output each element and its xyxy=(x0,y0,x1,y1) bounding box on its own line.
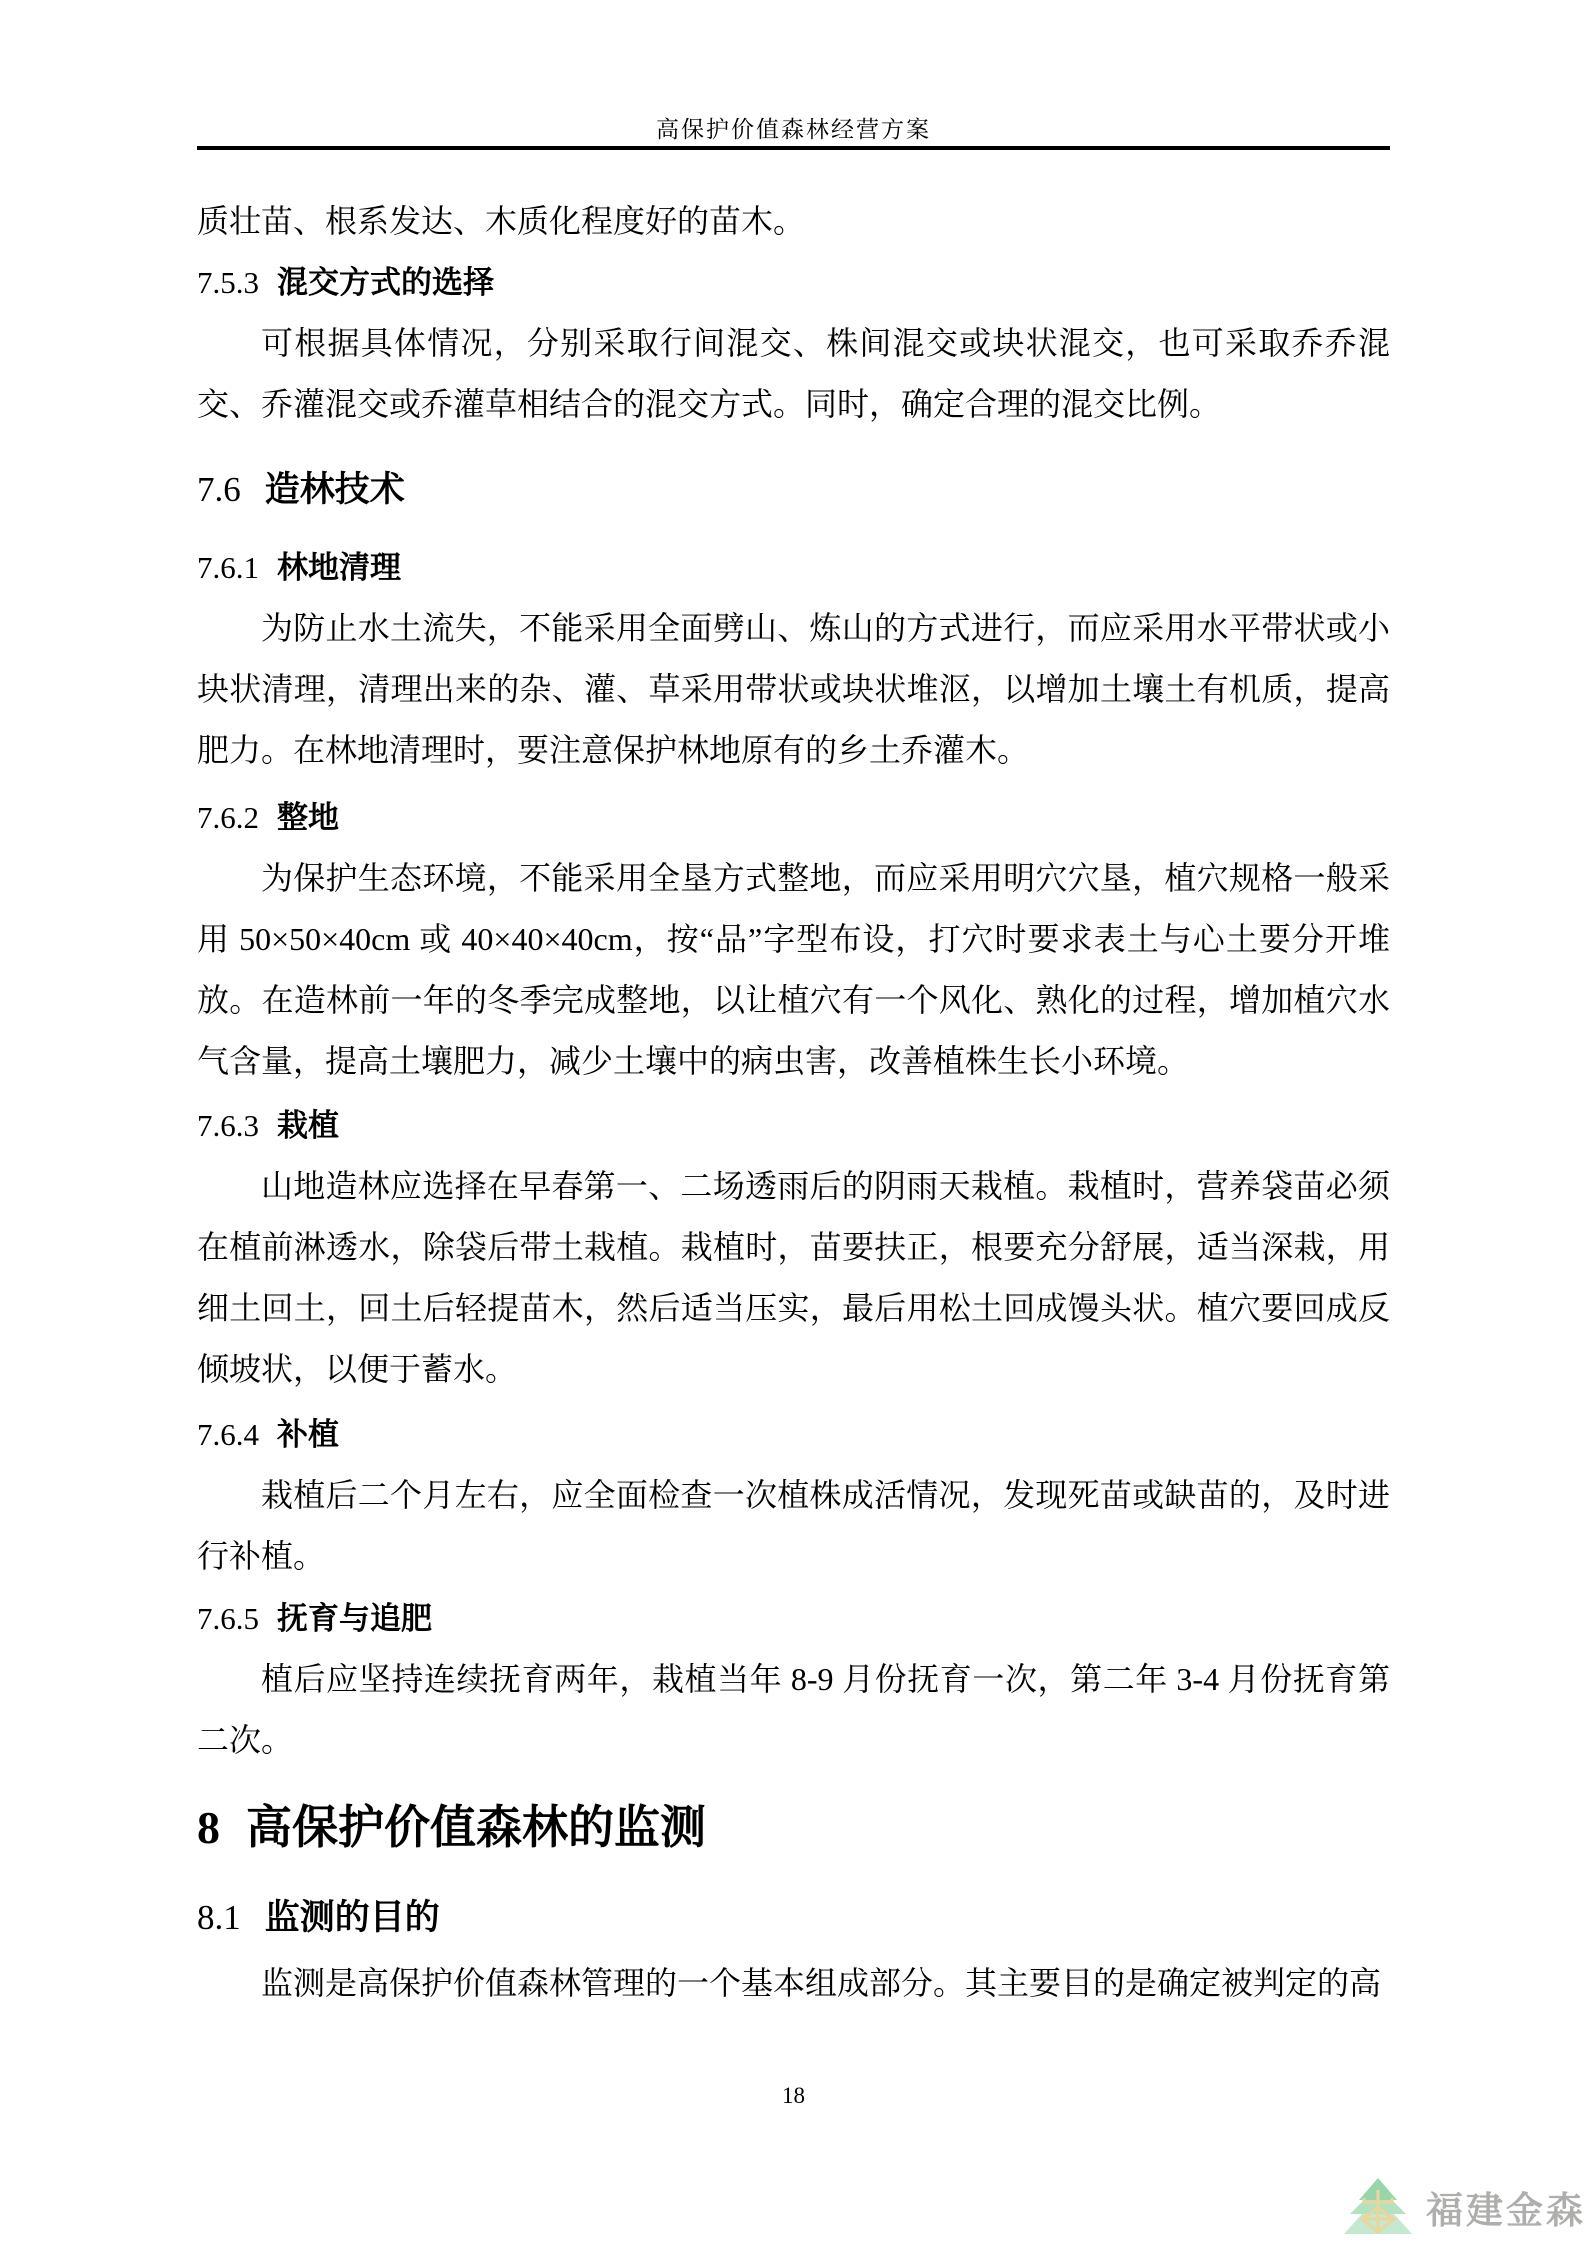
heading-number: 7.6.5 xyxy=(197,1601,259,1636)
paragraph: 监测是高保护价值森林管理的一个基本组成部分。其主要目的是确定被判定的高 xyxy=(261,1965,1382,2001)
paragraph: 为防止水土流失，不能采用全面劈山、炼山的方式进行，而应采用水平带状或小块状清理，清理出来的杂、灌、草采用带状或块状堆沤，以增加土壤土有机质，提高肥力。在林地清理时，要注意保护林地原有的乡土乔灌木。 xyxy=(197,610,1390,768)
heading-7-6-3 xyxy=(197,1095,1390,1156)
heading-8 xyxy=(197,1786,1390,1869)
heading-title: 补植 xyxy=(277,1417,339,1452)
heading-title: 混交方式的选择 xyxy=(277,265,494,300)
heading-number: 7.6.1 xyxy=(197,550,259,585)
heading-title: 栽植 xyxy=(277,1108,339,1143)
heading-title: 抚育与追肥 xyxy=(277,1601,432,1636)
heading-number: 7.6.3 xyxy=(197,1108,259,1143)
paragraph: 植后应坚持连续抚育两年，栽植当年 8-9 月份抚育一次，第二年 3-4 月份抚育第二次。 xyxy=(197,1661,1390,1758)
heading-number: 8.1 xyxy=(197,1898,241,1937)
paragraph: 栽植后二个月左右，应全面检查一次植株成活情况，发现死苗或缺苗的，及时进行补植。 xyxy=(197,1477,1390,1574)
heading-number: 7.6 xyxy=(197,470,241,509)
heading-7-6-4 xyxy=(197,1404,1390,1465)
heading-title: 整地 xyxy=(277,800,339,835)
paragraph-continuation: 质壮苗、根系发达、木质化程度好的苗木。 xyxy=(197,203,806,239)
heading-7-6-2 xyxy=(197,787,1390,848)
paragraph: 山地造林应选择在早春第一、二场透雨后的阴雨天栽植。栽植时，营养袋苗必须在植前淋透水，除袋后带土栽植。栽植时，苗要扶正，根要充分舒展，适当深栽，用细土回土，回土后轻提苗木，然后适当压实，最后用松土回成馒头状。植穴要回成反倾坡状，以便于蓄水。 xyxy=(197,1168,1390,1387)
pine-tree-icon xyxy=(1344,2178,1412,2236)
page-content xyxy=(197,150,1390,2014)
paragraph: 可根据具体情况，分别采取行间混交、株间混交或块状混交，也可采取乔乔混交、乔灌混交或乔灌草相结合的混交方式。同时，确定合理的混交比例。 xyxy=(197,325,1390,422)
heading-title: 监测的目的 xyxy=(264,1898,440,1937)
heading-title: 造林技术 xyxy=(264,470,405,509)
heading-title: 高保护价值森林的监测 xyxy=(246,1801,706,1853)
heading-title: 林地清理 xyxy=(277,550,401,585)
heading-number: 7.5.3 xyxy=(197,265,259,300)
running-header-title: 高保护价值森林经营方案 xyxy=(656,117,931,142)
heading-7-6 xyxy=(197,455,1390,525)
paragraph: 为保护生态环境，不能采用全垦方式整地，而应采用明穴穴垦，植穴规格一般采用 50×50×40cm 或 40×40×40cm，按“品”字型布设，打穴时要求表土与心土要分开堆放。在造林前一年的冬季完成整地，以让植穴有一个风化、熟化的过程，增加植穴水气含量，提高土壤肥力，减少土壤中的病虫害，改善植株生长小环境。 xyxy=(197,860,1390,1079)
heading-7-5-3 xyxy=(197,252,1390,313)
company-logo xyxy=(1344,2178,1586,2236)
heading-number: 8 xyxy=(197,1802,220,1853)
heading-7-6-5 xyxy=(197,1588,1390,1649)
heading-7-6-1 xyxy=(197,537,1390,598)
page-number: 18 xyxy=(782,2083,805,2108)
heading-8-1 xyxy=(197,1883,1390,1953)
heading-number: 7.6.2 xyxy=(197,800,259,835)
company-logo-text: 福建金森 xyxy=(1426,2190,1586,2231)
heading-number: 7.6.4 xyxy=(197,1417,259,1452)
